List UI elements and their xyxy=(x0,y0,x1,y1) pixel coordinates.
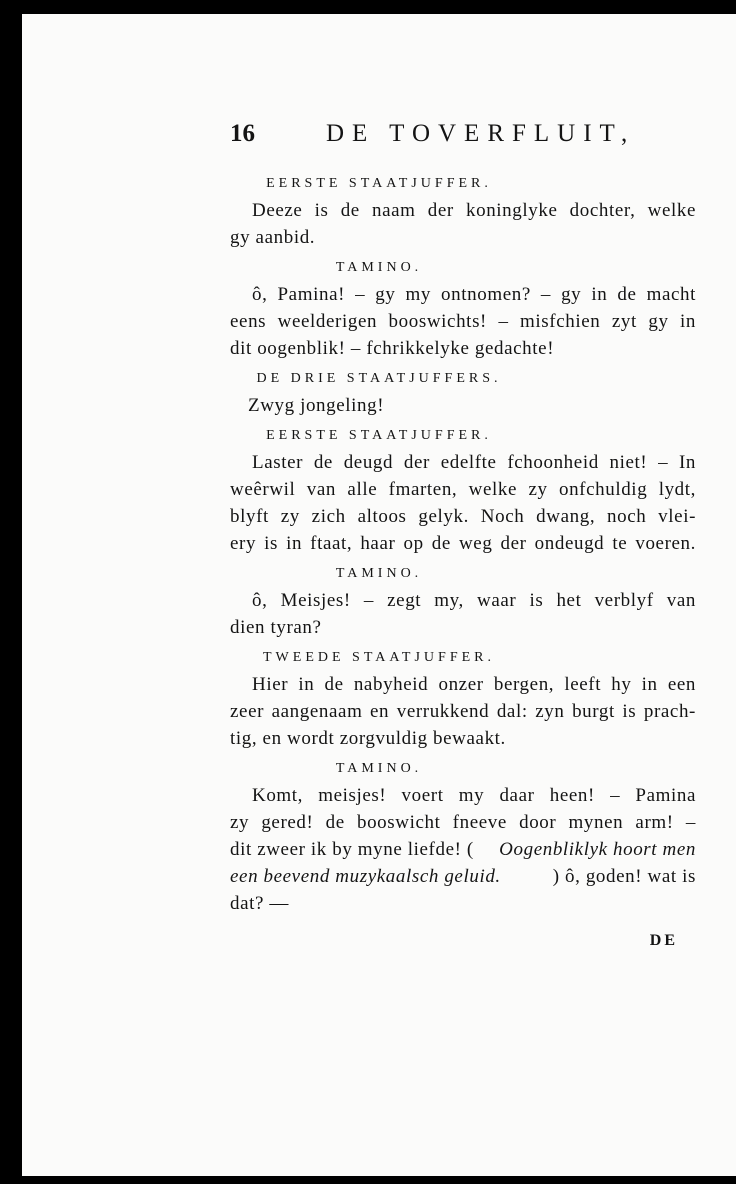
text-line: blyft zy zich altoos gelyk. Noch dwang, noch vlei- xyxy=(230,506,696,527)
text-line: gy aanbid. xyxy=(230,227,316,248)
text-line: eens weelderigen booswichts! – misfchien zyt gy in xyxy=(230,311,696,332)
speaker-heading: TAMINO. xyxy=(335,566,423,581)
speaker-heading: EERSTE STAATJUFFER. xyxy=(266,428,492,443)
speaker-heading: TWEEDE STAATJUFFER. xyxy=(263,650,495,665)
page-number: 16 xyxy=(230,120,255,147)
speaker-heading: EERSTE STAATJUFFER. xyxy=(266,176,492,191)
speaker-heading: TAMINO. xyxy=(335,260,423,275)
text-line: zeer aangenaam en verrukkend dal: zyn burgt is prach- xyxy=(230,701,696,722)
speaker-heading: TAMINO. xyxy=(335,761,423,776)
text-line xyxy=(230,864,696,890)
text-line: zy gered! de booswicht fneeve door mynen arm! – xyxy=(230,812,696,833)
text-line: dit oogenblik! – fchrikkelyke gedachte! xyxy=(230,338,555,359)
text-segment: dit zweer ik by myne liefde! ( xyxy=(230,839,474,860)
catchword: DE xyxy=(649,932,678,949)
text-line xyxy=(230,837,696,863)
text-line: Deeze is de naam der koninglyke dochter, welke xyxy=(252,200,696,221)
text-line: tig, en wordt zorgvuldig bewaakt. xyxy=(230,728,506,749)
text-line: Zwyg jongeling! xyxy=(248,395,385,416)
text-segment: ) ô, goden! wat is xyxy=(552,866,696,887)
text-line: dat? — xyxy=(230,893,289,914)
speaker-heading: DE DRIE STAATJUFFERS. xyxy=(256,371,502,386)
stage-direction: een beevend muzykaalsch geluid. xyxy=(230,866,501,887)
text-line: ô, Meisjes! – zegt my, waar is het verblyf van xyxy=(252,590,696,611)
text-line: weêrwil van alle fmarten, welke zy onfchuldig lydt, xyxy=(230,479,696,500)
page-header xyxy=(230,120,690,160)
text-line: ô, Pamina! – gy my ontnomen? – gy in de macht xyxy=(252,284,696,305)
text-line: dien tyran? xyxy=(230,617,322,638)
book-page xyxy=(22,14,736,1176)
text-line: Laster de deugd der edelfte fchoonheid niet! – In xyxy=(252,452,696,473)
text-line: Komt, meisjes! voert my daar heen! – Pamina xyxy=(252,785,696,806)
text-line: Hier in de nabyheid onzer bergen, leeft hy in een xyxy=(252,674,696,695)
stage-direction: Oogenbliklyk hoort men xyxy=(499,839,696,860)
text-line: ery is in ftaat, haar op de weg der ondeugd te voeren. xyxy=(230,533,696,554)
running-title: DE TOVERFLUIT, xyxy=(326,120,636,147)
